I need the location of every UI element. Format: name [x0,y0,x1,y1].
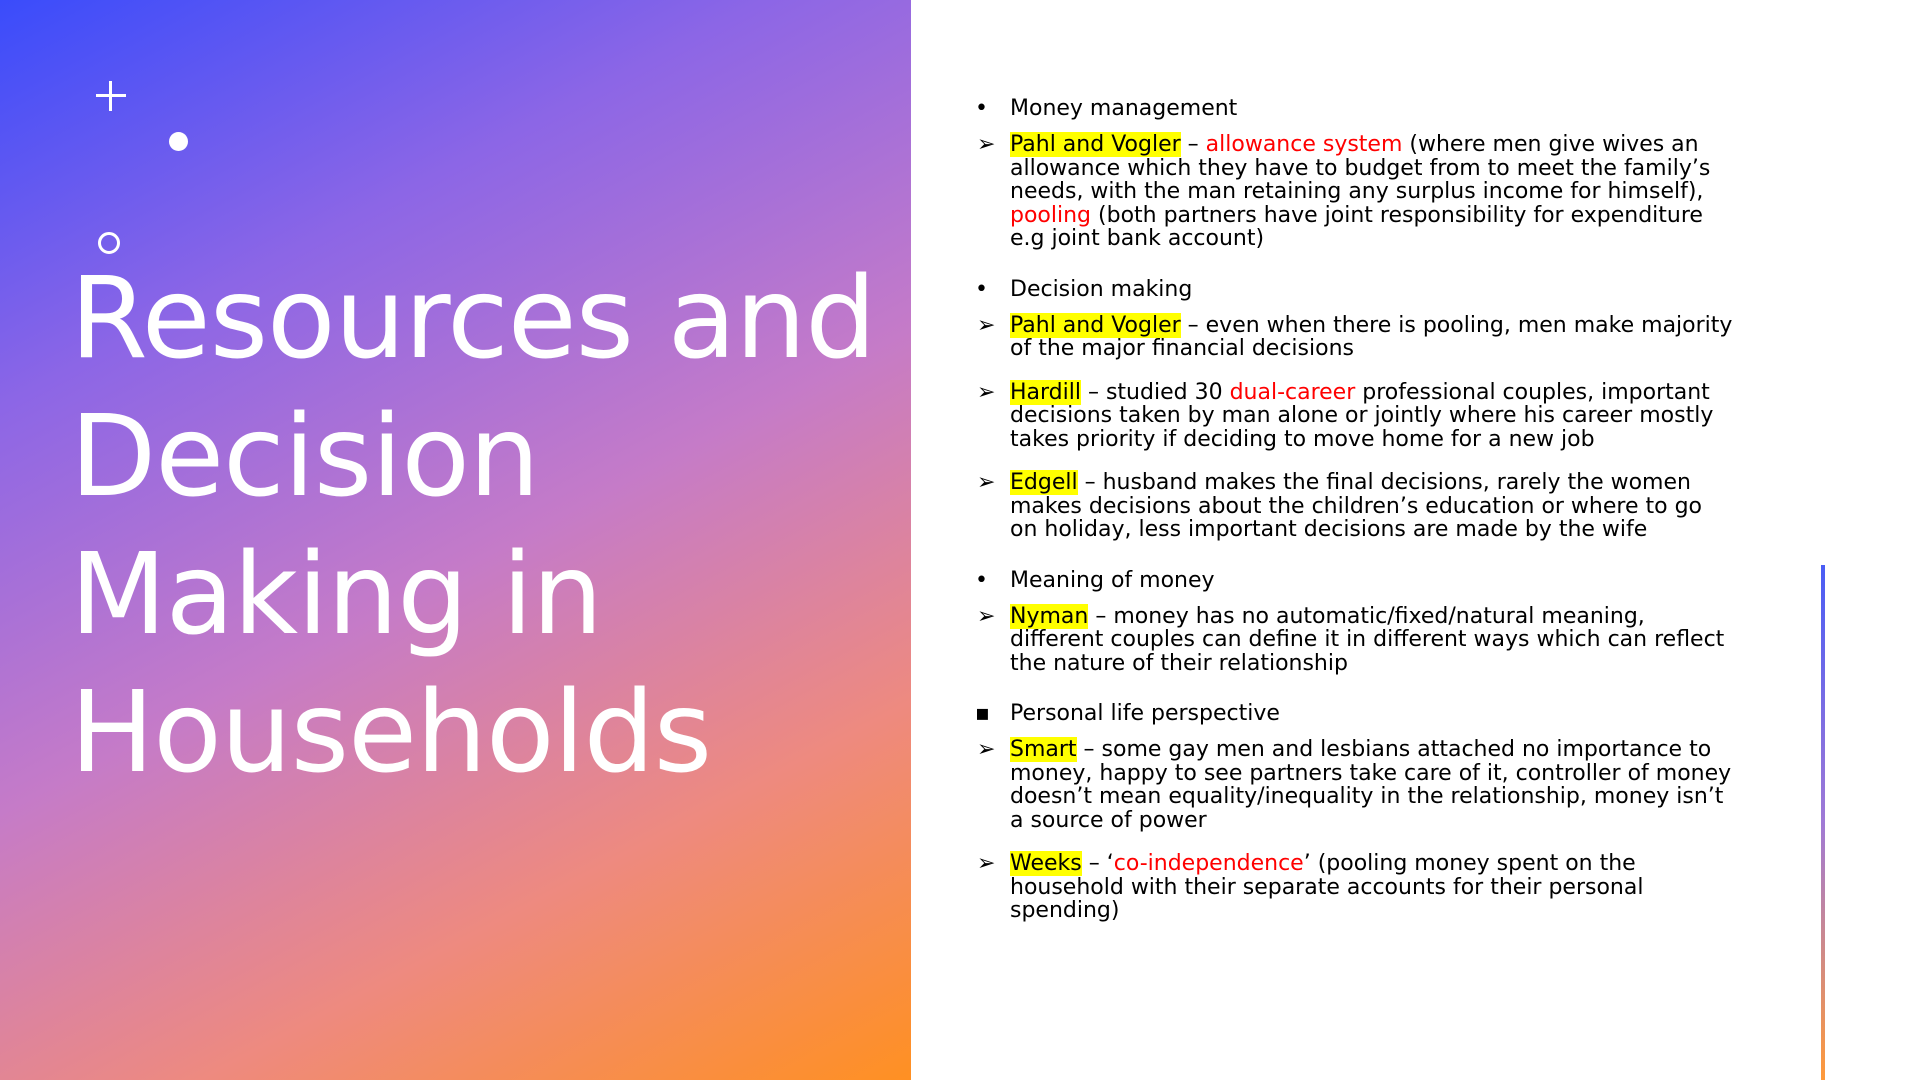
point-text: professional couples, important decisions taken by man alone or jointly where his career mostly takes priority if deciding to move home for a new job [1010,379,1714,452]
slide-title [70,250,890,802]
title-line: Making in [70,530,603,660]
arrow-marker: ➢ [977,470,996,495]
point-nyman [975,605,1735,676]
point-text: – studied 30 [1080,379,1230,405]
arrow-marker: ➢ [977,737,996,762]
arrow-marker: ➢ [977,603,996,629]
section-heading-decision-making [975,271,1735,309]
point-text: (both partners have joint responsibility for expenditure e.g joint bank account) [1010,202,1703,251]
author-name: Weeks [1010,851,1082,876]
arrow-marker: ➢ [977,132,996,157]
section-heading-money-management [975,90,1735,128]
key-term: co-independence [1113,851,1304,876]
title-line: Decision [70,392,539,522]
heading-text: Meaning of money [1010,567,1215,593]
dot-icon [169,132,188,151]
point-text: (where men give wives an allowance which they have to budget from to meet the family’s needs, with the man retaining any surplus income for himself), [1010,132,1711,204]
author-name: Pahl and Vogler [1010,132,1181,157]
author-name: Hardill [1010,379,1081,405]
key-term: pooling [1010,202,1092,228]
arrow-marker: ➢ [977,851,996,876]
arrow-marker: ➢ [977,379,996,405]
section-heading-personal-life [975,695,1735,733]
heading-text: Personal life perspective [1010,701,1280,726]
point-text: – [1180,132,1206,157]
point-edgell [975,471,1735,542]
author-name: Nyman [1010,603,1089,629]
bullet-marker: • [975,96,988,121]
point-text: – ‘ [1081,851,1114,876]
title-line: Households [70,668,712,798]
point-text: – husband makes the final decisions, rarely the women makes decisions about the children’s education or where to go on holiday, less important decisions are made by the wife [1010,470,1703,542]
bullet-marker: • [975,276,988,302]
heading-text: Money management [1010,96,1238,121]
point-hardill [975,381,1735,452]
plus-icon [96,81,126,111]
key-term: dual-career [1229,379,1356,405]
author-name: Pahl and Vogler [1010,312,1181,338]
point-smart [975,738,1735,832]
section-heading-meaning-of-money [975,562,1735,600]
point-text: – even when there is pooling, men make majority of the major financial decisions [1010,312,1733,361]
point-text: ’ (pooling money spent on the household with their separate accounts for their personal spending) [1010,851,1644,923]
bullet-marker: • [975,567,988,593]
title-panel [0,0,911,1080]
heading-text: Decision making [1010,276,1193,302]
square-marker: ▪ [975,701,990,726]
point-text: – money has no automatic/fixed/natural meaning, different couples can define it in different ways which can reflect the nature of their relationship [1010,603,1725,676]
point-pahl-vogler-decisions [975,314,1735,361]
title-line: Resources and [70,254,876,384]
content-list [975,90,1735,943]
point-weeks [975,852,1735,923]
arrow-marker: ➢ [977,312,996,338]
author-name: Smart [1010,737,1077,762]
point-pahl-vogler-money [975,133,1735,251]
point-text: – some gay men and lesbians attached no importance to money, happy to see partners take care of it, controller of money doesn’t mean equality/inequality in the relationship, money isn’t a source of power [1010,737,1732,833]
key-term: allowance system [1205,132,1403,157]
accent-line [1821,565,1825,1080]
author-name: Edgell [1010,470,1078,495]
